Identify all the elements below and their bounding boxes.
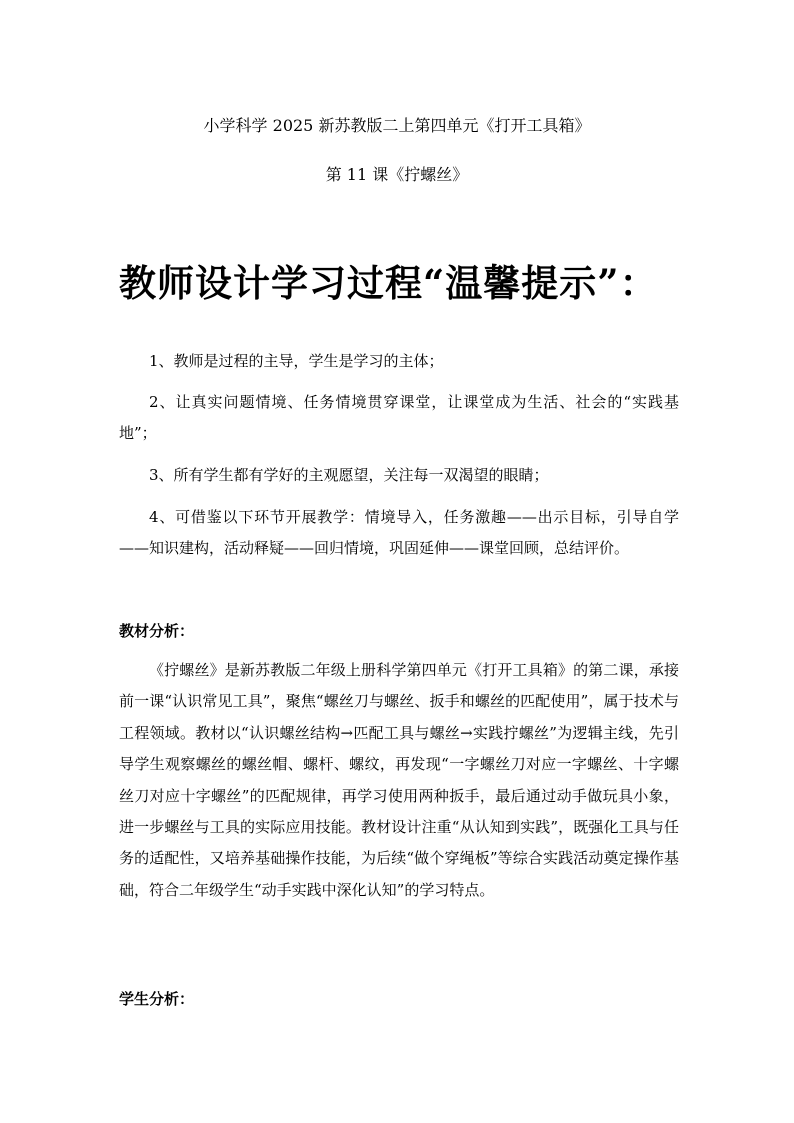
document-title: 小学科学 2025 新苏教版二上第四单元《打开工具箱》 bbox=[203, 116, 591, 135]
tip-item: 2、让真实问题情境、任务情境贯穿课堂，让课堂成为生活、社会的“实践基地”； bbox=[119, 393, 679, 443]
tips-heading: 教师设计学习过程“温馨提示”： bbox=[119, 261, 658, 305]
textbook-analysis-body: 《拧螺丝》是新苏教版二年级上册科学第四单元《打开工具箱》的第二课，承接前一课“认识常见工具”，聚焦“螺丝刀与螺丝、扳手和螺丝的匹配使用”，属于技术与工程领域。教材以“认识螺丝结构→匹配工具与螺丝→实践拧螺丝”为逻辑主线，先引导学生观察螺丝的螺丝帽、螺杆、螺纹，再发现“一字螺丝刀对应一字螺丝、十字螺丝刀对应十字螺丝”的匹配规律，再学习使用两种扳手，最后通过动手做玩具小象，进一步螺丝与工具的实际应用技能。教材设计注重“从认知到实践”，既强化工具与任务的适配性，又培养基础操作技能，为后续“做个穿绳板”等综合实践活动奠定操作基础，符合二年级学生“动手实践中深化认知”的学习特点。 bbox=[119, 661, 679, 899]
student-analysis-label: 学生分析： bbox=[119, 990, 195, 1008]
lesson-title: 第 11 课《拧螺丝》 bbox=[325, 165, 469, 184]
textbook-analysis-label: 教材分析： bbox=[119, 622, 195, 640]
tip-item: 4、可借鉴以下环节开展教学：情境导入，任务激趣——出示目标，引导自学——知识建构，活动释疑——回归情境，巩固延伸——课堂回顾，总结评价。 bbox=[119, 508, 679, 558]
tip-item: 1、教师是过程的主导，学生是学习的主体； bbox=[149, 352, 444, 370]
tip-item: 3、所有学生都有学好的主观愿望，关注每一双渴望的眼睛； bbox=[149, 466, 549, 484]
